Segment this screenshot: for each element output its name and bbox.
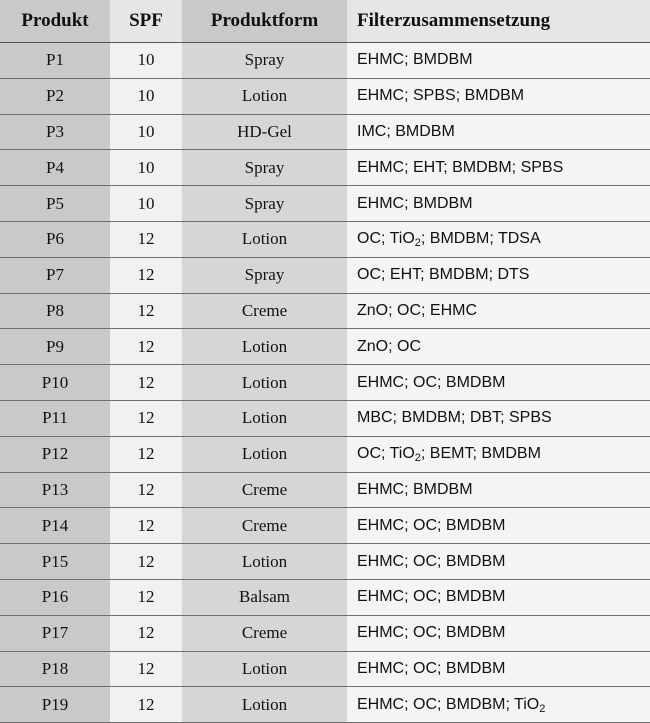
table-row: [0, 114, 650, 150]
filter-text: EHMC; OC; BMDBM; TiO: [357, 695, 540, 713]
cell-spf: 12: [110, 436, 182, 472]
cell-spf: 12: [110, 365, 182, 401]
cell-filterzusammensetzung: [347, 472, 650, 508]
header-produktform: Produktform: [182, 0, 347, 43]
cell-filterzusammensetzung: [347, 400, 650, 436]
cell-produkt: P15: [0, 544, 110, 580]
cell-spf: 12: [110, 651, 182, 687]
cell-filterzusammensetzung: [347, 150, 650, 186]
cell-produkt: P7: [0, 257, 110, 293]
cell-spf: 12: [110, 400, 182, 436]
filter-text: EHMC; BMDBM: [357, 194, 473, 212]
cell-produktform: Spray: [182, 257, 347, 293]
table-row: [0, 472, 650, 508]
filter-text: EHMC; OC; BMDBM: [357, 373, 506, 391]
cell-spf: 12: [110, 544, 182, 580]
filter-text: ; BMDBM; TDSA: [420, 230, 541, 248]
cell-produktform: Lotion: [182, 329, 347, 365]
table-row: [0, 436, 650, 472]
cell-filterzusammensetzung: [347, 221, 650, 257]
cell-produkt: P2: [0, 78, 110, 114]
cell-produktform: Spray: [182, 43, 347, 79]
cell-produkt: P6: [0, 221, 110, 257]
subscript-text: 2: [414, 452, 421, 465]
cell-produktform: Creme: [182, 508, 347, 544]
cell-spf: 12: [110, 257, 182, 293]
cell-spf: 12: [110, 579, 182, 615]
cell-spf: 12: [110, 221, 182, 257]
table-row: [0, 508, 650, 544]
cell-produktform: Creme: [182, 293, 347, 329]
cell-produkt: P14: [0, 508, 110, 544]
cell-produktform: Creme: [182, 472, 347, 508]
cell-produkt: P4: [0, 150, 110, 186]
filter-text: EHMC; BMDBM: [357, 51, 473, 69]
cell-produktform: Lotion: [182, 78, 347, 114]
table-row: [0, 150, 650, 186]
filter-text: IMC; BMDBM: [357, 122, 455, 140]
cell-produkt: P11: [0, 400, 110, 436]
cell-filterzusammensetzung: [347, 186, 650, 222]
cell-spf: 12: [110, 508, 182, 544]
cell-filterzusammensetzung: [347, 579, 650, 615]
cell-produkt: P3: [0, 114, 110, 150]
cell-filterzusammensetzung: [347, 615, 650, 651]
table-row: [0, 78, 650, 114]
cell-produktform: Lotion: [182, 400, 347, 436]
cell-filterzusammensetzung: [347, 436, 650, 472]
filter-text: ZnO; OC; EHMC: [357, 301, 478, 319]
cell-spf: 10: [110, 186, 182, 222]
cell-filterzusammensetzung: [347, 114, 650, 150]
cell-filterzusammensetzung: [347, 329, 650, 365]
cell-spf: 10: [110, 150, 182, 186]
cell-produktform: Balsam: [182, 579, 347, 615]
filter-text: EHMC; SPBS; BMDBM: [357, 87, 525, 105]
table-row: [0, 579, 650, 615]
cell-produkt: P5: [0, 186, 110, 222]
cell-produktform: Spray: [182, 186, 347, 222]
table-row: [0, 186, 650, 222]
cell-spf: 10: [110, 114, 182, 150]
cell-produkt: P10: [0, 365, 110, 401]
table-row: [0, 365, 650, 401]
cell-spf: 10: [110, 43, 182, 79]
cell-filterzusammensetzung: [347, 687, 650, 723]
table-row: [0, 43, 650, 79]
cell-filterzusammensetzung: [347, 43, 650, 79]
cell-produkt: P19: [0, 687, 110, 723]
filter-text: EHMC; OC; BMDBM: [357, 552, 506, 570]
cell-produktform: Spray: [182, 150, 347, 186]
filter-text: EHMC; OC; BMDBM: [357, 659, 506, 677]
filter-text: OC; EHT; BMDBM; DTS: [357, 266, 530, 284]
cell-filterzusammensetzung: [347, 293, 650, 329]
cell-filterzusammensetzung: [347, 544, 650, 580]
cell-produkt: P9: [0, 329, 110, 365]
header-produkt: Produkt: [0, 0, 110, 43]
filter-text: ; BEMT; BMDBM: [420, 445, 541, 463]
cell-produkt: P18: [0, 651, 110, 687]
cell-spf: 12: [110, 472, 182, 508]
cell-spf: 10: [110, 78, 182, 114]
header-spf: SPF: [110, 0, 182, 43]
cell-filterzusammensetzung: [347, 257, 650, 293]
cell-produkt: P8: [0, 293, 110, 329]
cell-produkt: P12: [0, 436, 110, 472]
cell-produktform: Lotion: [182, 651, 347, 687]
filter-text: EHMC; EHT; BMDBM; SPBS: [357, 158, 564, 176]
cell-filterzusammensetzung: [347, 508, 650, 544]
cell-produkt: P17: [0, 615, 110, 651]
filter-text: OC; TiO: [357, 445, 415, 463]
cell-produktform: Lotion: [182, 544, 347, 580]
filter-text: EHMC; BMDBM: [357, 480, 473, 498]
filter-text: ZnO; OC: [357, 337, 422, 355]
cell-produkt: P13: [0, 472, 110, 508]
filter-text: EHMC; OC; BMDBM: [357, 588, 506, 606]
cell-produktform: HD-Gel: [182, 114, 347, 150]
subscript-text: 2: [539, 702, 546, 715]
filter-text: EHMC; OC; BMDBM: [357, 624, 506, 642]
table-row: [0, 544, 650, 580]
filter-text: EHMC; OC; BMDBM: [357, 516, 506, 534]
table-row: [0, 221, 650, 257]
cell-spf: 12: [110, 615, 182, 651]
table-row: [0, 329, 650, 365]
cell-produkt: P16: [0, 579, 110, 615]
cell-filterzusammensetzung: [347, 651, 650, 687]
subscript-text: 2: [414, 237, 421, 250]
cell-produktform: Lotion: [182, 365, 347, 401]
table-body: [0, 43, 650, 723]
table-row: [0, 687, 650, 723]
cell-produktform: Lotion: [182, 687, 347, 723]
table-row: [0, 400, 650, 436]
cell-produktform: Creme: [182, 615, 347, 651]
cell-produkt: P1: [0, 43, 110, 79]
filter-text: MBC; BMDBM; DBT; SPBS: [357, 409, 552, 427]
cell-produktform: Lotion: [182, 221, 347, 257]
table-row: [0, 257, 650, 293]
cell-spf: 12: [110, 687, 182, 723]
table-row: [0, 651, 650, 687]
cell-produktform: Lotion: [182, 436, 347, 472]
cell-filterzusammensetzung: [347, 78, 650, 114]
filter-text: OC; TiO: [357, 230, 415, 248]
table-row: [0, 293, 650, 329]
cell-spf: 12: [110, 293, 182, 329]
cell-filterzusammensetzung: [347, 365, 650, 401]
table-header-row: [0, 0, 650, 43]
header-filterzusammensetzung: Filterzusammensetzung: [347, 0, 650, 43]
cell-spf: 12: [110, 329, 182, 365]
table-row: [0, 615, 650, 651]
